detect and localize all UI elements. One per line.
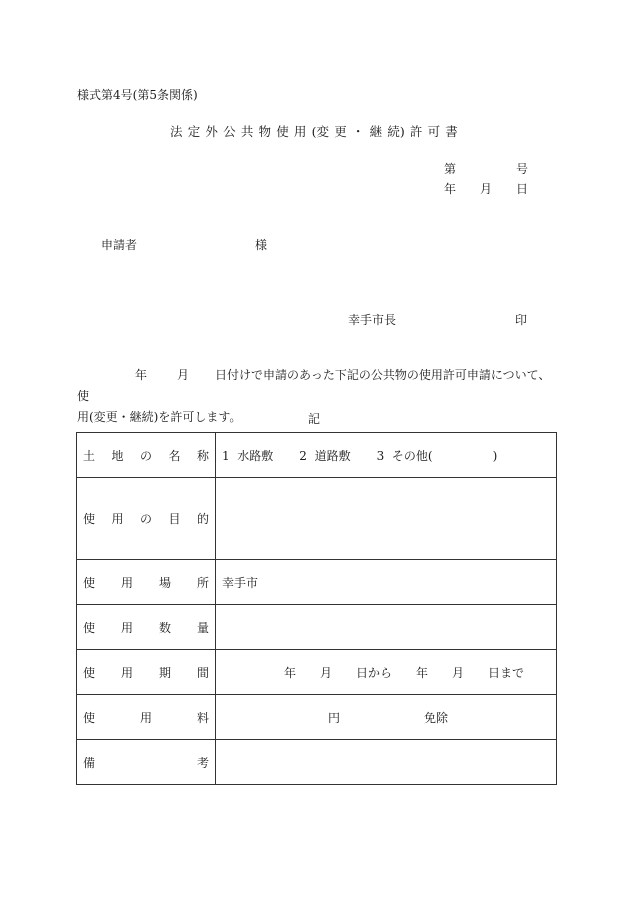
table-row xyxy=(77,433,557,478)
row-label-location: 使 用 場 所 xyxy=(77,560,216,605)
form-number: 様式第4号(第5条関係) xyxy=(77,88,198,102)
remarks-value[interactable] xyxy=(216,740,557,785)
seal-mark: 印 xyxy=(515,313,528,327)
table-row xyxy=(77,650,557,695)
fee-value[interactable] xyxy=(216,695,557,740)
row-label-land-name: 土 地 の 名 称 xyxy=(77,433,216,478)
table-row xyxy=(77,478,557,560)
row-label-quantity: 使 用 数 量 xyxy=(77,605,216,650)
period-value[interactable]: 年 月 日から 年 月 日まで xyxy=(216,650,557,695)
table-row xyxy=(77,695,557,740)
row-label-remarks: 備 考 xyxy=(77,740,216,785)
document-title: 法 定 外 公 共 物 使 用 (変 更 ・ 継 続) 許 可 書 xyxy=(170,124,458,139)
statement-line-2: 用(変更・継続)を許可します。 xyxy=(77,410,242,424)
table-row xyxy=(77,740,557,785)
ki-heading: 記 xyxy=(308,412,321,426)
applicant-label: 申請者 xyxy=(101,238,138,252)
purpose-value[interactable] xyxy=(216,478,557,560)
quantity-value[interactable] xyxy=(216,605,557,650)
applicant-honorific: 様 xyxy=(255,238,268,252)
land-name-options[interactable]: 1 水路敷 2 道路敷 3 その他( ) xyxy=(216,433,557,478)
table-row xyxy=(77,605,557,650)
document-number: 第 号 xyxy=(444,162,528,176)
row-label-period: 使 用 期 間 xyxy=(77,650,216,695)
details-table xyxy=(76,432,557,785)
document-date: 年 月 日 xyxy=(444,182,528,196)
row-label-purpose: 使 用 の 目 的 xyxy=(77,478,216,560)
statement-line-1: 年 月 日付けで申請のあった下記の公共物の使用許可申請について、使 xyxy=(77,368,551,403)
issuer-name: 幸手市長 xyxy=(348,313,397,327)
table-row xyxy=(77,560,557,605)
fee-yen: 円 xyxy=(328,710,341,725)
location-value[interactable]: 幸手市 xyxy=(216,560,557,605)
row-label-fee: 使 用 料 xyxy=(77,695,216,740)
fee-exempt: 免除 xyxy=(424,710,449,725)
